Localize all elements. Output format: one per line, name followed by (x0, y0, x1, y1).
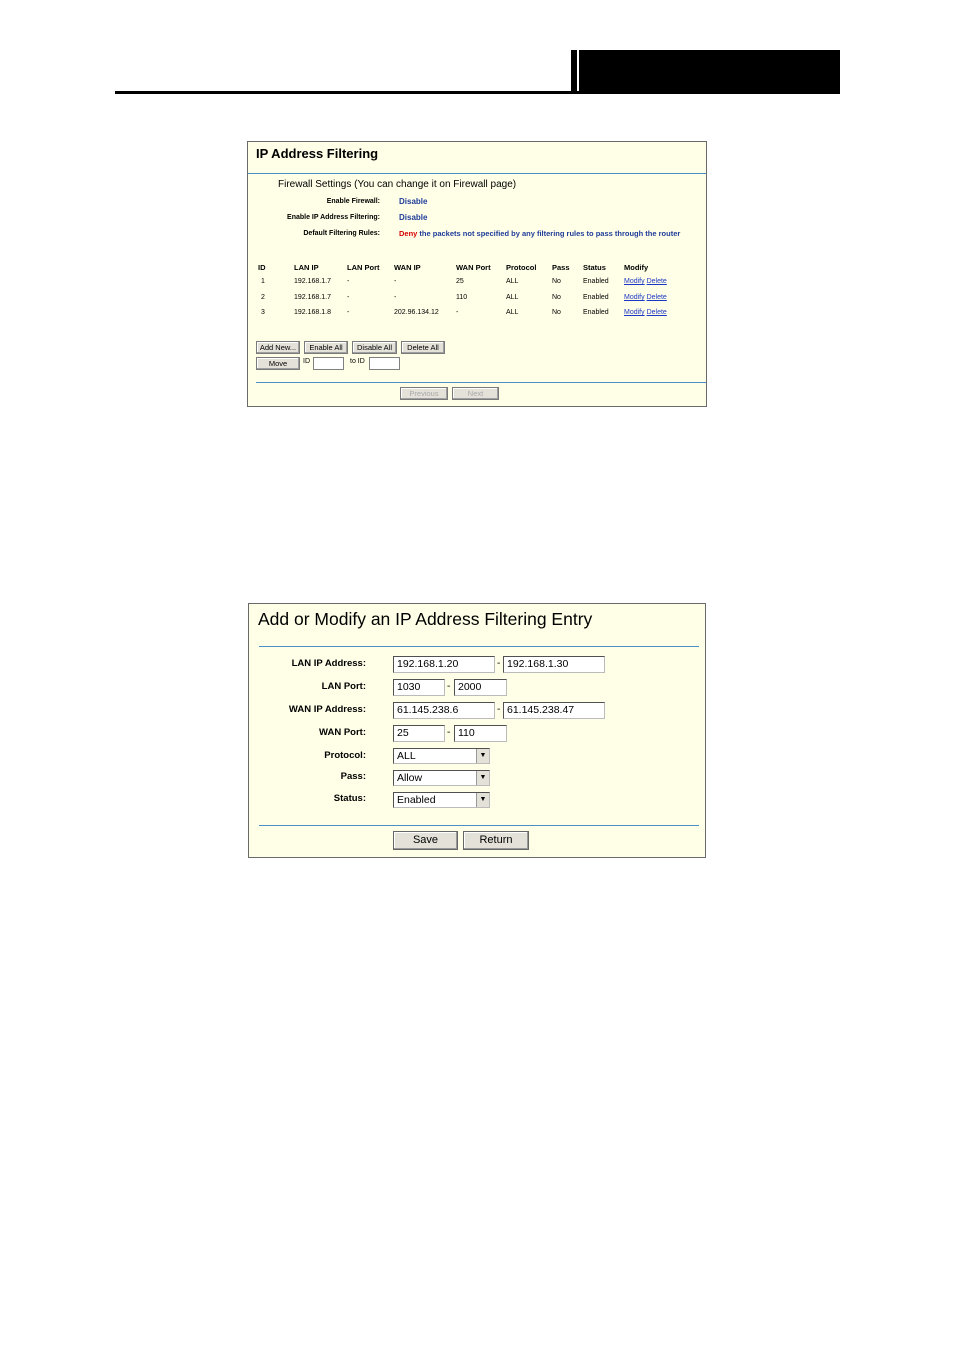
enable-ip-filtering-value: Disable (399, 213, 428, 222)
protocol-select[interactable] (393, 748, 490, 764)
chevron-down-icon[interactable]: ▼ (476, 749, 489, 763)
cell-id: 2 (261, 294, 265, 301)
header-rule (115, 91, 840, 94)
add-new-button[interactable]: Add New... (256, 341, 300, 354)
column-header-wan-ip: WAN IP (394, 263, 421, 272)
delete-all-button[interactable]: Delete All (401, 341, 445, 354)
chevron-down-icon[interactable]: ▼ (476, 771, 489, 785)
wan-ip-label: WAN IP Address: (288, 704, 366, 715)
wan-port-end-input[interactable]: 110 (454, 725, 507, 742)
modify-link[interactable]: Modify (624, 278, 645, 285)
pass-selected-value: Allow (397, 772, 423, 784)
move-button[interactable]: Move (256, 357, 300, 370)
status-label: Status: (333, 793, 366, 804)
wan-port-separator: - (447, 727, 451, 738)
lan-port-separator: - (447, 681, 451, 692)
cell-lan-ip: 192.168.1.7 (294, 278, 331, 285)
default-rule-text: the packets not specified by any filtering rules to pass through the router (417, 229, 681, 238)
add-modify-entry-panel (248, 603, 706, 858)
wan-ip-start-input[interactable]: 61.145.238.6 (393, 702, 495, 719)
cell-modify (624, 309, 667, 316)
save-button[interactable]: Save (393, 831, 458, 850)
column-header-wan-port: WAN Port (456, 263, 491, 272)
default-filtering-rules-value (399, 229, 680, 238)
cell-lan-ip: 192.168.1.8 (294, 309, 331, 316)
column-header-lan-port: LAN Port (347, 263, 380, 272)
lan-ip-start-input[interactable]: 192.168.1.20 (393, 656, 495, 673)
pass-select[interactable] (393, 770, 490, 786)
cell-modify (624, 278, 667, 285)
move-to-id-label: to ID (350, 358, 365, 365)
column-header-lan-ip: LAN IP (294, 263, 319, 272)
cell-status: Enabled (583, 278, 609, 285)
protocol-selected-value: ALL (397, 750, 416, 762)
cell-status: Enabled (583, 309, 609, 316)
lan-ip-separator: - (497, 658, 501, 669)
cell-lan-ip: 192.168.1.7 (294, 294, 331, 301)
cell-lan-port: - (347, 309, 350, 316)
cell-wan-port: 110 (456, 294, 468, 301)
wan-ip-separator: - (497, 704, 501, 715)
ip-filtering-panel (247, 141, 707, 407)
cell-pass: No (552, 309, 561, 316)
column-header-status: Status (583, 263, 606, 272)
wan-port-label: WAN Port: (319, 727, 366, 738)
cell-pass: No (552, 294, 561, 301)
delete-link[interactable]: Delete (646, 278, 667, 285)
column-header-id: ID (258, 263, 266, 272)
pass-label: Pass: (340, 771, 366, 782)
status-select[interactable] (393, 792, 490, 808)
cell-modify (624, 294, 667, 301)
cell-lan-port: - (347, 278, 350, 285)
cell-wan-ip: - (394, 278, 397, 285)
delete-link[interactable]: Delete (646, 309, 667, 316)
lan-ip-label: LAN IP Address: (291, 658, 366, 669)
status-selected-value: Enabled (397, 794, 436, 806)
lan-port-end-input[interactable]: 2000 (454, 679, 507, 696)
enable-firewall-label: Enable Firewall: (326, 198, 380, 205)
modify-link[interactable]: Modify (624, 309, 645, 316)
previous-button[interactable]: Previous (400, 387, 448, 400)
cell-wan-port: 25 (456, 278, 464, 285)
column-header-modify: Modify (624, 263, 649, 272)
cell-wan-ip: - (394, 294, 397, 301)
next-button[interactable]: Next (452, 387, 499, 400)
cell-status: Enabled (583, 294, 609, 301)
cell-pass: No (552, 278, 561, 285)
wan-ip-end-input[interactable]: 61.145.238.47 (503, 702, 605, 719)
return-button[interactable]: Return (463, 831, 529, 850)
title-divider (248, 173, 706, 174)
deny-keyword: Deny (399, 229, 418, 238)
entry-title: Add or Modify an IP Address Filtering Entry (258, 609, 593, 629)
cell-protocol: ALL (506, 309, 519, 316)
delete-link[interactable]: Delete (646, 294, 667, 301)
cell-wan-ip: 202.96.134.12 (394, 309, 439, 316)
protocol-label: Protocol: (324, 750, 366, 761)
move-id-label: ID (303, 358, 310, 365)
cell-protocol: ALL (506, 278, 519, 285)
disable-all-button[interactable]: Disable All (352, 341, 397, 354)
chevron-down-icon[interactable]: ▼ (476, 793, 489, 807)
page-title: IP Address Filtering (256, 146, 379, 161)
modify-link[interactable]: Modify (624, 294, 645, 301)
enable-ip-filtering-label: Enable IP Address Filtering: (287, 214, 380, 221)
move-to-id-input[interactable] (369, 357, 400, 370)
header-black-box (571, 50, 840, 94)
default-filtering-rules-label: Default Filtering Rules: (303, 230, 380, 237)
entry-title-divider (259, 646, 699, 647)
enable-all-button[interactable]: Enable All (304, 341, 348, 354)
cell-lan-port: - (347, 294, 350, 301)
bottom-divider (256, 382, 706, 383)
cell-wan-port: - (456, 309, 459, 316)
lan-port-start-input[interactable]: 1030 (393, 679, 445, 696)
lan-port-label: LAN Port: (321, 681, 366, 692)
column-header-pass: Pass (552, 263, 570, 272)
move-from-id-input[interactable] (313, 357, 344, 370)
cell-id: 1 (261, 278, 265, 285)
lan-ip-end-input[interactable]: 192.168.1.30 (503, 656, 605, 673)
wan-port-start-input[interactable]: 25 (393, 725, 445, 742)
enable-firewall-value: Disable (399, 197, 428, 206)
header-box-divider (577, 50, 579, 94)
cell-protocol: ALL (506, 294, 519, 301)
cell-id: 3 (261, 309, 265, 316)
firewall-settings-heading: Firewall Settings (You can change it on Firewall page) (278, 179, 517, 190)
entry-bottom-divider (259, 825, 699, 826)
column-header-protocol: Protocol (506, 263, 537, 272)
